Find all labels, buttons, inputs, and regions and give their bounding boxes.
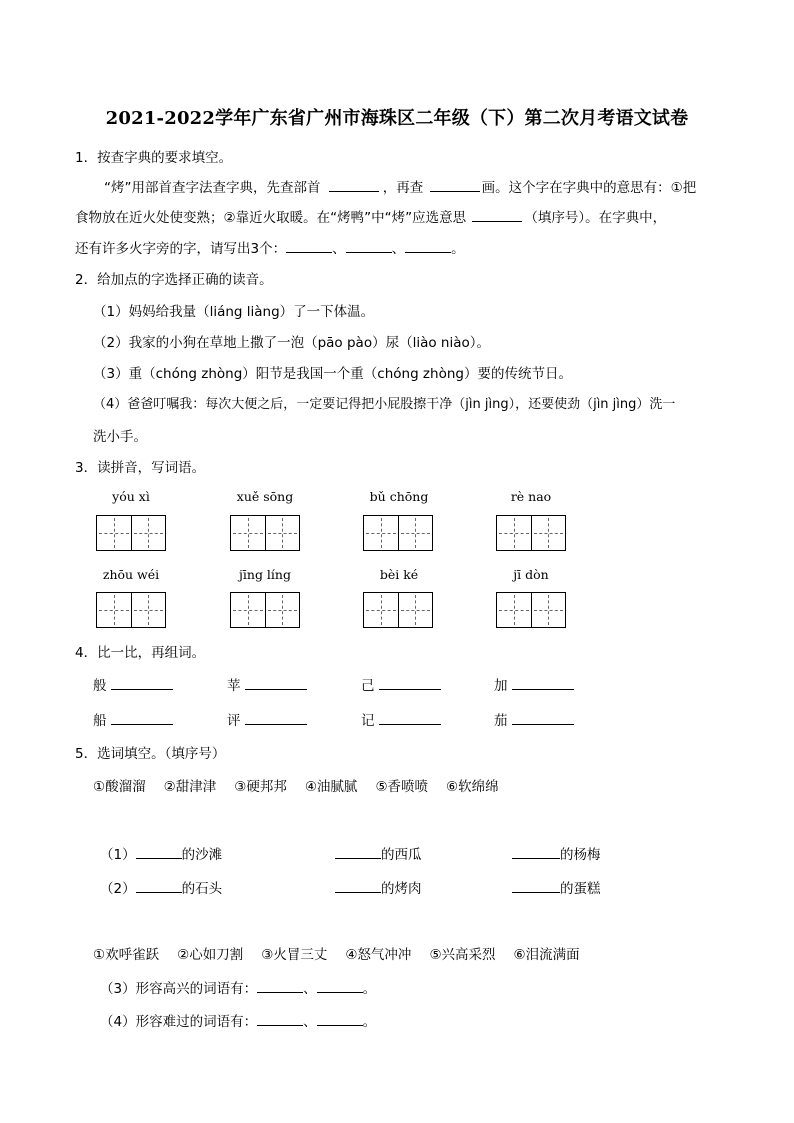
answer-blank[interactable]: [317, 978, 363, 993]
q2-heading: 2．给加点的字选择正确的读音。: [75, 272, 273, 288]
option: ①酸溜溜: [93, 779, 146, 795]
option: ③硬邦邦: [234, 779, 287, 795]
q5-heading: 5．选词填空。（填序号）: [75, 746, 226, 762]
option: ⑥软绵绵: [446, 779, 499, 795]
sub-question: （4）形容难过的词语有：: [100, 1014, 258, 1030]
pinyin-label: bèi ké: [379, 567, 419, 582]
phrase: 的石头: [181, 881, 223, 897]
q1-line2: [75, 206, 666, 226]
q1-line1-b: ，再查: [382, 180, 424, 196]
writing-grid[interactable]: [363, 515, 433, 551]
char: 苹: [227, 678, 241, 694]
q2-item-4: （4）爸爸叮嘱我：每次大便之后，一定要记得把小屁股擦干净（jìn jìng），还要使劲（jìn jìng）洗一: [93, 397, 676, 412]
separator: 、: [303, 1014, 317, 1030]
q1-line3: [75, 237, 465, 257]
option: ①欢呼雀跃: [93, 947, 160, 963]
q1-line2-a: 食物放在近火处使变熟；②靠近火取暖。在“烤鸭”中“烤”应选意思: [75, 210, 467, 226]
q4-pair: [361, 709, 441, 729]
separator: 、: [332, 241, 346, 257]
q1-line1: [104, 176, 696, 196]
q4-pair: [227, 674, 307, 694]
phrase: 的西瓜: [381, 847, 422, 863]
option: ③火冒三丈: [261, 947, 328, 963]
option: ⑤香喷喷: [375, 779, 429, 795]
q1-line2-b: （填序号）。在字典中，: [524, 210, 667, 226]
answer-blank[interactable]: [512, 710, 574, 725]
q5-row1: [512, 843, 601, 863]
q2-item-4-cont: 洗小手。: [93, 429, 147, 445]
q5-row2: [335, 877, 422, 897]
writing-grid[interactable]: [96, 592, 166, 628]
option: ②甜津津: [163, 779, 217, 795]
q4-pair: [93, 709, 173, 729]
char: 记: [361, 713, 375, 729]
pinyin-label: jīng líng: [239, 567, 291, 582]
phrase: 的沙滩: [181, 847, 223, 863]
answer-blank[interactable]: [379, 710, 441, 725]
q2-item-2: （2）我家的小狗在草地上撒了一泡（pāo pào）尿（liào niào）。: [93, 335, 490, 351]
phrase: 的杨梅: [560, 847, 601, 863]
answer-blank[interactable]: [329, 177, 379, 192]
q5-row1: [100, 843, 222, 863]
option: ②心如刀割: [177, 947, 244, 963]
q5-sub3: [100, 977, 376, 997]
writing-grid[interactable]: [230, 592, 300, 628]
q2-item-3: （3）重（chóng zhòng）阳节是我国一个重（chóng zhòng）要的传统节日。: [93, 366, 572, 382]
row-label: （2）: [100, 881, 136, 897]
answer-blank[interactable]: [379, 675, 441, 690]
period: 。: [362, 981, 377, 997]
q4-heading: 4．比一比，再组词。: [75, 645, 206, 661]
answer-blank[interactable]: [512, 675, 574, 690]
q5-row2: [512, 877, 601, 897]
phrase: 的蛋糕: [560, 881, 601, 897]
q4-pair: [494, 674, 574, 694]
period: 。: [362, 1014, 377, 1030]
char: 加: [494, 678, 508, 694]
pinyin-label: jī dòn: [513, 567, 549, 582]
writing-grid[interactable]: [96, 515, 166, 551]
page-title: 2021-2022学年广东省广州市海珠区二年级（下）第二次月考语文试卷: [105, 108, 689, 129]
answer-blank[interactable]: [245, 675, 307, 690]
writing-grid[interactable]: [496, 515, 566, 551]
row-label: （1）: [100, 847, 136, 863]
pinyin-label: zhōu wéi: [102, 567, 160, 582]
answer-blank[interactable]: [245, 710, 307, 725]
separator: 、: [391, 241, 406, 257]
sub-question: （3）形容高兴的词语有：: [100, 981, 258, 997]
answer-blank[interactable]: [472, 207, 522, 222]
answer-blank[interactable]: [512, 878, 560, 893]
char: 茄: [494, 713, 508, 729]
q1-heading: 1．按查字典的要求填空。: [75, 150, 233, 166]
phrase: 的烤肉: [381, 881, 422, 897]
option: ④怒气冲冲: [345, 947, 412, 963]
answer-blank[interactable]: [317, 1011, 363, 1026]
pinyin-label: bǔ chōng: [369, 489, 429, 504]
answer-blank[interactable]: [286, 238, 332, 253]
q1-line1-a: “烤”用部首查字法查字典，先查部首: [104, 180, 321, 196]
answer-blank[interactable]: [111, 710, 173, 725]
answer-blank[interactable]: [257, 1011, 303, 1026]
q4-pair: [227, 709, 307, 729]
q4-pair: [494, 709, 574, 729]
pinyin-label: rè nao: [510, 489, 552, 504]
answer-blank[interactable]: [111, 675, 173, 690]
q4-pair: [361, 674, 441, 694]
q1-line3-a: 还有许多火字旁的字，请写出3个：: [75, 241, 287, 257]
answer-blank[interactable]: [335, 878, 381, 893]
period: 。: [451, 241, 465, 257]
q5-row1: [335, 843, 422, 863]
char: 般: [93, 678, 107, 694]
writing-grid[interactable]: [363, 592, 433, 628]
q1-line1-c: 画。这个字在字典中的意思有：①把: [481, 180, 697, 196]
char: 船: [93, 713, 107, 729]
q2-item-1: （1）妈妈给我量（liáng liàng）了一下体温。: [93, 304, 375, 320]
option: ④油腻腻: [304, 779, 358, 795]
option: ⑤兴高采烈: [429, 947, 496, 963]
q4-pair: [93, 674, 173, 694]
separator: 、: [303, 981, 317, 997]
q5-options-1: [93, 775, 517, 795]
pinyin-label: xuě sōng: [236, 489, 294, 504]
answer-blank[interactable]: [512, 844, 560, 859]
char: 评: [227, 713, 241, 729]
answer-blank[interactable]: [257, 978, 303, 993]
answer-blank[interactable]: [430, 177, 480, 192]
q5-row2: [100, 877, 222, 897]
char: 己: [361, 678, 375, 694]
q5-sub4: [100, 1010, 376, 1030]
writing-grid[interactable]: [230, 515, 300, 551]
q5-options-2: [93, 943, 598, 963]
pinyin-label: yóu xì: [112, 489, 150, 504]
answer-blank[interactable]: [405, 238, 451, 253]
answer-blank[interactable]: [136, 878, 182, 893]
answer-blank[interactable]: [335, 844, 381, 859]
q3-heading: 3．读拼音，写词语。: [75, 460, 206, 476]
answer-blank[interactable]: [346, 238, 392, 253]
writing-grid[interactable]: [496, 592, 566, 628]
answer-blank[interactable]: [136, 844, 182, 859]
option: ⑥泪流满面: [513, 947, 580, 963]
